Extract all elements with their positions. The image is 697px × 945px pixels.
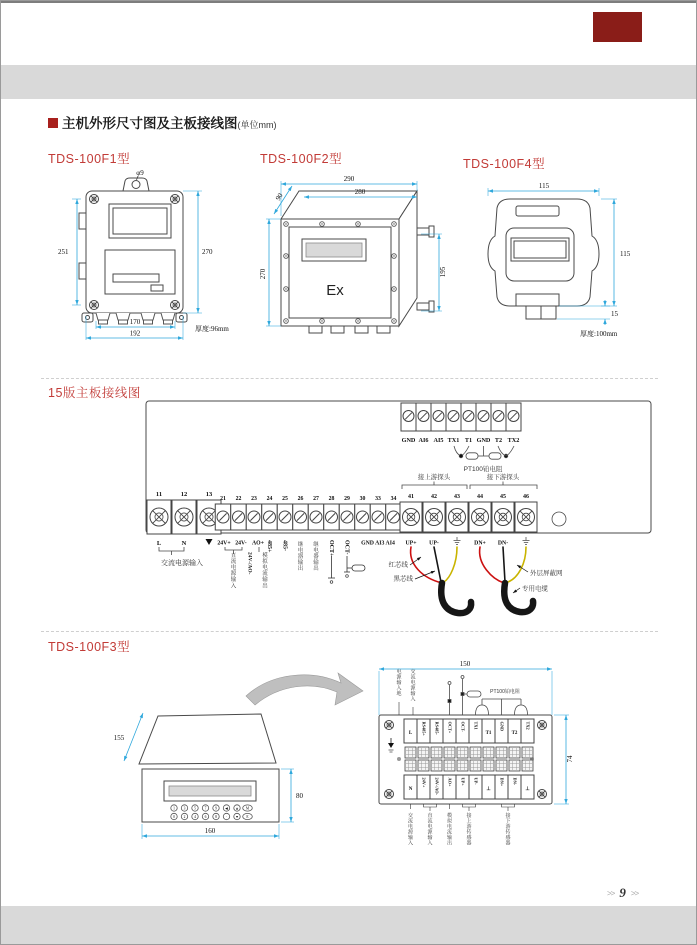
f3-bottom-annotation: 直流电源输入: [427, 813, 433, 847]
terminal-dnm: DN-: [497, 540, 509, 547]
analog-output-label: 模拟电流输出: [262, 553, 268, 590]
heading-f2: TDS-100F2型: [260, 152, 343, 166]
f3-bottom-terminal: DN+: [499, 777, 505, 787]
terminal-label: AI5: [433, 437, 444, 444]
f4-dimension-drawing: [464, 166, 694, 356]
terminal-number: 41: [408, 494, 414, 500]
f3-top-terminal: GND: [499, 721, 505, 732]
thickness-note: 厚度:96mm: [195, 325, 229, 333]
terminal-number: 21: [220, 496, 226, 502]
f3-board-diagram: [353, 649, 621, 869]
key-7: 7: [204, 806, 207, 811]
dim-depth: 90: [274, 191, 285, 203]
heading-f1: TDS-100F1型: [48, 152, 131, 166]
heading-board15: 15版主板接线图: [48, 386, 141, 400]
terminal-number: 45: [500, 494, 506, 500]
key-9: 9: [215, 806, 217, 811]
dim-w2: 192: [129, 329, 141, 338]
key-1: 1: [173, 806, 175, 811]
black-core-wire: [503, 547, 505, 582]
key-◀: ◀: [225, 806, 228, 811]
terminal-24vm: 24V-: [235, 540, 247, 547]
dc-input-label: 直流电源输入: [230, 553, 237, 590]
f3-bottom-annotation: 交流电源输入: [407, 813, 414, 847]
mainboard-wiring-diagram: [46, 394, 681, 634]
shield-wire: [444, 547, 457, 582]
dim-width: 160: [204, 827, 216, 835]
dim-top: 115: [538, 182, 550, 190]
footer-mark: >>: [607, 888, 615, 898]
dim-hole: φ9: [136, 169, 144, 177]
dim-left: 270: [259, 268, 267, 280]
cable-label: 专用电缆: [522, 585, 548, 593]
key-4: 4: [194, 814, 196, 819]
terminal-number: 13: [205, 491, 213, 498]
dim-board-width: 150: [459, 660, 471, 668]
key-6: 6: [204, 814, 207, 819]
terminal-label: GND: [401, 437, 416, 444]
f3-top-terminal: T2: [511, 731, 518, 736]
f3-top-terminal: L: [408, 731, 413, 736]
red-wire-label: 红芯线: [388, 561, 408, 569]
terminal-l: L: [156, 540, 162, 547]
terminal-number: 29: [344, 496, 350, 502]
f3-top-terminal: T1: [485, 731, 492, 736]
terminal-label: GND: [476, 437, 491, 444]
terminal-number: 27: [313, 496, 319, 502]
key-3: 3: [183, 806, 186, 811]
terminal-number: 24: [266, 496, 273, 502]
feed-horn: [139, 714, 276, 764]
dim-right: 195: [439, 266, 447, 278]
ac-input-label: 交流电源输入: [410, 669, 416, 703]
dim-w1: 170: [129, 318, 141, 326]
footer-band: [1, 906, 697, 945]
f3-bottom-terminal: DN-: [512, 777, 518, 786]
relay-output-label: 继电器输出: [313, 542, 319, 573]
key-E: E: [246, 814, 249, 819]
f3-device-drawing: [89, 699, 324, 854]
heading-f4: TDS-100F4型: [463, 157, 546, 171]
f3-bottom-terminal: 24V+: [421, 777, 427, 788]
terminal-label: TX1: [447, 437, 460, 444]
terminal-label: T2: [494, 437, 503, 444]
probe-cable-upstream: [441, 583, 471, 613]
pt100-label: PT100铂电阻: [463, 466, 503, 473]
f2-dimension-drawing: [259, 166, 459, 356]
f3-bottom-terminal: N: [408, 787, 413, 792]
key-2: 2: [183, 814, 186, 819]
f3-top-terminal: OCT-: [460, 721, 466, 732]
key-▲: ▲: [235, 806, 239, 811]
top-slot: [516, 206, 559, 216]
key-0: 0: [173, 814, 175, 819]
terminal-gnd-ai: GND AI3 AI4: [361, 540, 395, 547]
f3-top-terminal: RS485-: [434, 721, 440, 735]
terminal-number: 30: [359, 496, 366, 502]
dim-slant: 155: [113, 734, 125, 742]
corner-red-block: [593, 12, 642, 42]
f3-top-terminal: TX2: [525, 721, 531, 730]
footer-mark: >>: [630, 888, 639, 898]
f3-bottom-terminal: ⊥: [525, 787, 530, 792]
key-▼: ▼: [235, 814, 239, 819]
dim-left: 251: [58, 248, 69, 256]
terminal-24vm-aom: 24V-/AO-: [246, 552, 253, 575]
red-core-wire: [480, 547, 504, 583]
mount-hole: [132, 181, 140, 189]
f3-top-terminal: TX1: [473, 721, 479, 730]
shield-wire: [508, 547, 526, 582]
f1-dimension-drawing: [51, 166, 266, 356]
separator: [41, 378, 658, 379]
terminal-label: TX2: [507, 437, 520, 444]
thickness-note: 厚度:100mm: [580, 330, 618, 338]
terminal-n: N: [181, 540, 187, 547]
page-number: 9: [619, 885, 626, 900]
ground-icon: [206, 539, 213, 545]
title-bullet-icon: [48, 118, 58, 128]
dim-right: 115: [620, 250, 631, 258]
ac-input-label: 交流电源输入: [161, 560, 203, 567]
terminal-upp: UP+: [405, 540, 417, 547]
terminal-aop: AO+: [252, 540, 264, 547]
dim-height: 80: [296, 792, 303, 800]
terminal-number: 34: [390, 496, 397, 502]
black-wire-label: 黑芯线: [393, 575, 413, 583]
f3-bottom-annotation: 模拟电流输出: [446, 813, 453, 847]
terminal-upm: UP-: [429, 540, 439, 547]
black-core-wire: [434, 547, 441, 582]
header-band: [1, 65, 697, 99]
heading-f3: TDS-100F3型: [48, 640, 131, 654]
page-footer: [607, 885, 638, 901]
separator: [41, 631, 658, 632]
dim-top: 290: [343, 175, 355, 183]
relay-output-label: 继电器输出: [297, 542, 304, 573]
terminal-24vp: 24V+: [217, 540, 231, 547]
lower-panel: [105, 250, 175, 294]
terminal-label: T1: [464, 437, 473, 444]
terminal-dnp: DN+: [474, 540, 486, 547]
power-ground-label: 电源输入地: [396, 669, 402, 697]
f3-bottom-annotation: 接上游传感器: [466, 813, 472, 847]
page-title: [48, 112, 277, 132]
terminal-octp: OCT+: [328, 540, 334, 557]
terminal-octm: OCT-: [343, 540, 350, 555]
pt100-label: PT100铂电阻: [490, 689, 520, 695]
terminal-number: 28: [328, 496, 335, 502]
f3-top-terminal: RS485+: [421, 721, 427, 736]
top-face: [281, 191, 417, 219]
f3-bottom-terminal: AO+: [447, 777, 453, 787]
key-M: M: [245, 806, 250, 811]
dim-board-height: 74: [566, 755, 574, 763]
terminal-number: 46: [523, 494, 529, 500]
f3-bottom-terminal: UP-: [473, 777, 479, 785]
f3-bottom-terminal: 24V-/AO-: [434, 777, 440, 796]
upstream-probe-label: 接上游探头: [417, 474, 451, 481]
f3-bottom-terminal: UP+: [460, 777, 466, 786]
terminal-number: 33: [375, 496, 381, 502]
terminal-485m: 485-: [281, 540, 288, 551]
downstream-probe-label: 接下游探头: [486, 474, 520, 481]
terminal-number: 11: [155, 491, 163, 498]
page-title-unit: (单位mm): [237, 120, 277, 130]
shield-label: 外层屏蔽网: [530, 570, 563, 577]
f3-bottom-annotation: 接下游传感器: [505, 813, 511, 847]
dim-right: 270: [202, 248, 213, 256]
terminal-485p: 485+: [266, 540, 272, 553]
terminal-number: 12: [180, 491, 188, 498]
terminal-number: 22: [235, 496, 242, 502]
dim-top2: 280: [354, 188, 366, 196]
terminal-number: 26: [297, 496, 304, 502]
key-·: ·: [225, 814, 228, 819]
dim-bottom: 15: [611, 310, 618, 318]
f3-bottom-terminal: ⊥: [486, 787, 491, 792]
key-8: 8: [215, 814, 217, 819]
terminal-label: AI6: [418, 437, 429, 444]
wire-callouts: [410, 556, 528, 594]
page-title-text: 主机外形尺寸图及主板接线图: [62, 116, 238, 131]
terminal-number: 44: [477, 494, 483, 500]
terminal-number: 25: [282, 496, 288, 502]
terminal-number: 23: [251, 496, 257, 502]
ex-marking: Ex: [326, 282, 344, 299]
terminal-number: 43: [454, 494, 460, 500]
key-5: 5: [194, 806, 196, 811]
terminal-number: 42: [431, 494, 437, 500]
f3-top-terminal: OCT+: [447, 721, 453, 734]
